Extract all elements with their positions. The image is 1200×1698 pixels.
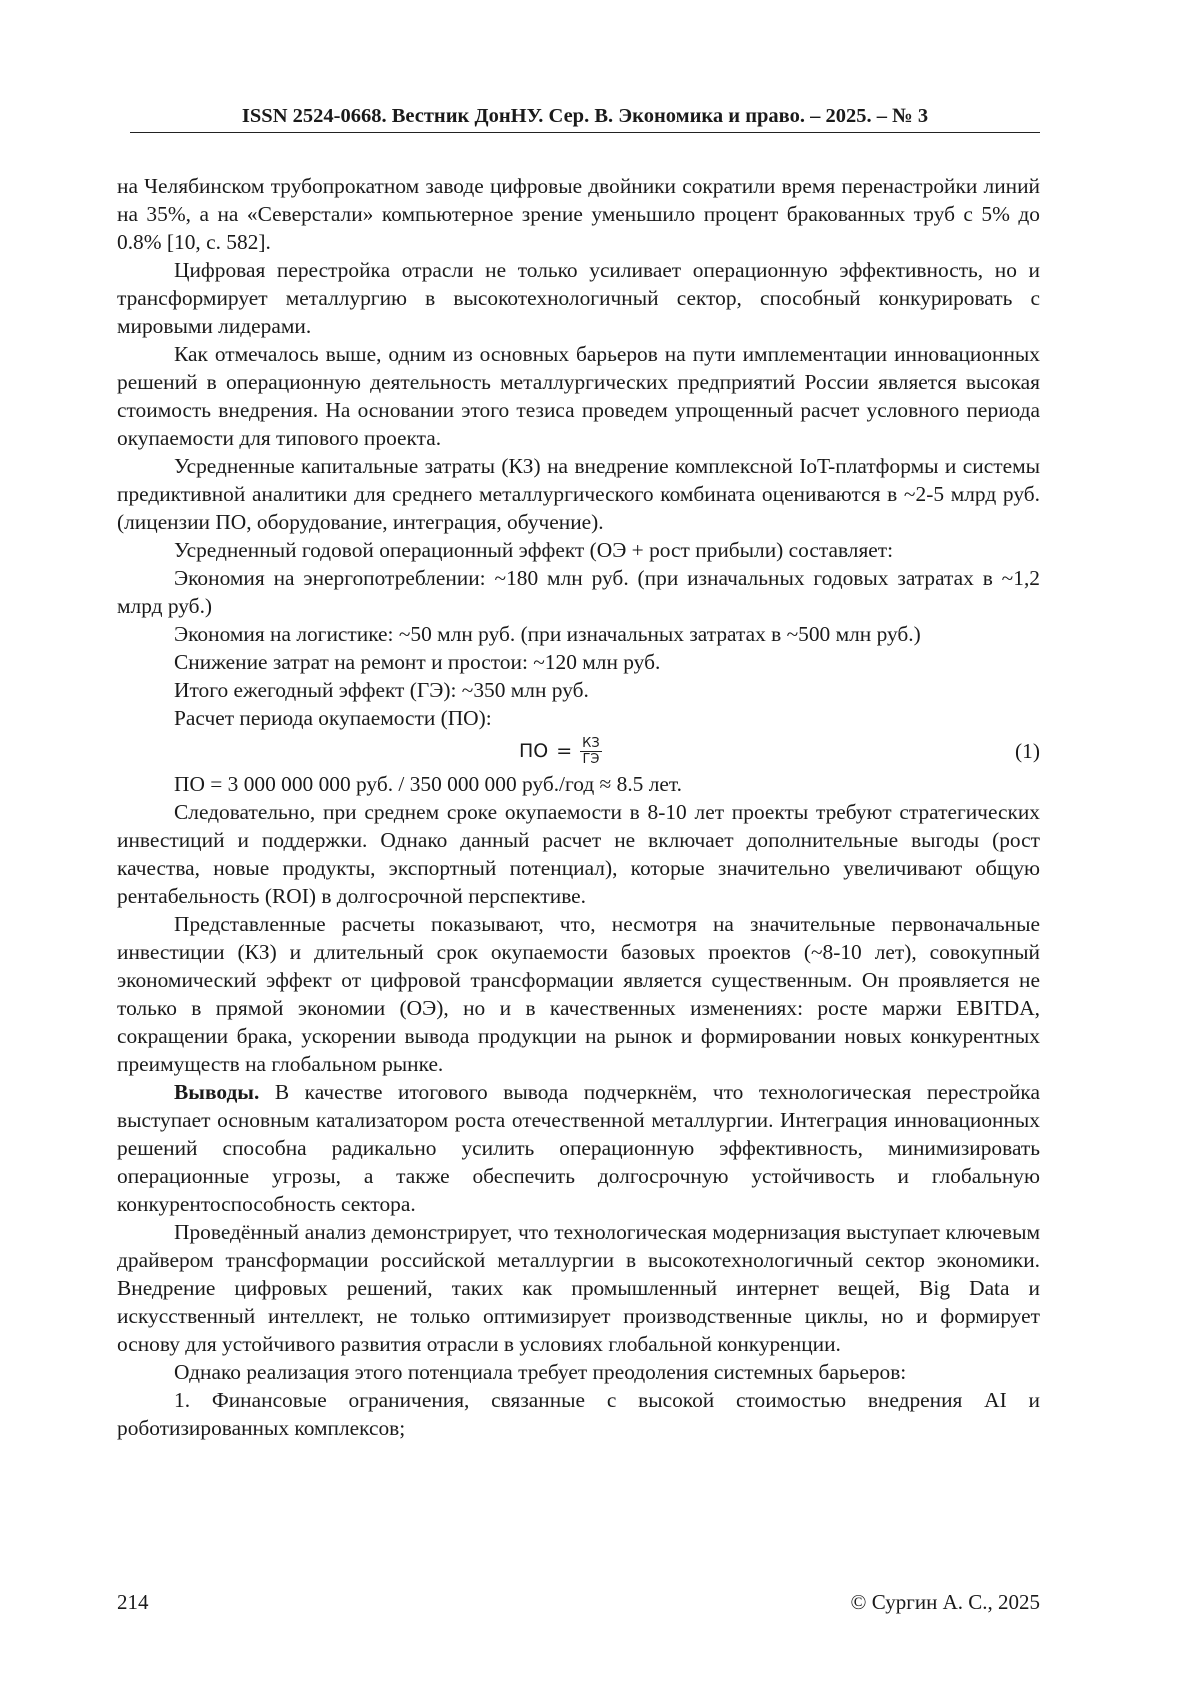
- paragraph: Цифровая перестройка отрасли не только усиливает операционную эффективность, но и трансформирует металлургию в высокотехнологичный сектор, способный конкурировать с мировыми лидерами.: [117, 258, 1040, 338]
- formula-lhs: ПО: [519, 740, 549, 762]
- paragraph: Усредненные капитальные затраты (КЗ) на внедрение комплексной IoT-платформы и системы предиктивной аналитики для среднего металлургического комбината оцениваются в ~2-5 млрд руб. (лицензии ПО, оборудование, интеграция, обучение).: [117, 454, 1040, 534]
- paragraph: Расчет периода окупаемости (ПО):: [174, 706, 492, 730]
- formula-equals: =: [556, 740, 573, 762]
- paragraph: Представленные расчеты показывают, что, несмотря на значительные первоначальные инвестиции (КЗ) и длительный срок окупаемости базовых проектов (~8-10 лет), совокупный экономический эффект от цифровой трансформации является существенным. Он проявляется не только в прямой экономии (ОЭ), но и в качественных изменениях: росте маржи EBITDA, сокращении брака, ускорении вывода продукции на рынок и формировании новых конкурентных преимуществ на глобальном рынке.: [117, 912, 1040, 1076]
- formula-denominator: ГЭ: [582, 751, 600, 767]
- equation-number: (1): [1015, 739, 1040, 763]
- paragraph: ПО = 3 000 000 000 руб. / 350 000 000 руб./год ≈ 8.5 лет.: [174, 772, 682, 796]
- conclusions-label: Выводы.: [174, 1080, 260, 1104]
- paragraph: Снижение затрат на ремонт и простои: ~120 млн руб.: [174, 650, 661, 674]
- paragraph: Однако реализация этого потенциала требует преодоления системных барьеров:: [174, 1360, 907, 1384]
- paragraph: Как отмечалось выше, одним из основных барьеров на пути имплементации инновационных решений в операционную деятельность металлургических предприятий России является высокая стоимость внедрения. На основании этого тезиса проведем упрощенный расчет условного периода окупаемости для типового проекта.: [117, 342, 1040, 450]
- paragraph: Экономия на энергопотреблении: ~180 млн руб. (при изначальных годовых затратах в ~1,2 млрд руб.): [117, 566, 1040, 618]
- running-header: ISSN 2524-0668. Вестник ДонНУ. Сер. В. Экономика и право. – 2025. – № 3: [241, 105, 929, 127]
- header-divider: [130, 132, 1040, 133]
- paragraph: на Челябинском трубопрокатном заводе цифровые двойники сократили время перенастройки линий на 35%, а на «Северстали» компьютерное зрение уменьшило процент бракованных труб с 5% до 0.8% [10, с. 582].: [117, 174, 1040, 254]
- payback-formula: [519, 732, 602, 770]
- copyright: © Сургин А. С., 2025: [850, 1590, 1040, 1614]
- page-number: 214: [117, 1590, 149, 1614]
- formula-numerator: КЗ: [582, 735, 600, 751]
- paragraph: Усредненный годовой операционный эффект (ОЭ + рост прибыли) составляет:: [174, 538, 894, 562]
- conclusions-text: В качестве итогового вывода подчеркнём, что технологическая перестройка выступает основным катализатором роста отечественной металлургии. Интеграция инновационных решений способна радикально усилить операционную эффективность, минимизировать операционные угрозы, а также обеспечить долгосрочную устойчивость и глобальную конкурентоспособность сектора.: [117, 1080, 1040, 1216]
- paragraph: Итого ежегодный эффект (ГЭ): ~350 млн руб.: [174, 678, 589, 702]
- list-item: 1. Финансовые ограничения, связанные с высокой стоимостью внедрения AI и роботизированных комплексов;: [117, 1388, 1040, 1440]
- article-body: [117, 172, 1040, 1442]
- paragraph: Следовательно, при среднем сроке окупаемости в 8-10 лет проекты требуют стратегических инвестиций и поддержки. Однако данный расчет не включает дополнительные выгоды (рост качества, новые продукты, экспортный потенциал), которые значительно увеличивают общую рентабельность (ROI) в долгосрочной перспективе.: [117, 800, 1040, 908]
- formula-fraction: [580, 736, 602, 767]
- paragraph: Проведённый анализ демонстрирует, что технологическая модернизация выступает ключевым драйвером трансформации российской металлургии в высокотехнологичный сектор экономики. Внедрение цифровых решений, таких как промышленный интернет вещей, Big Data и искусственный интеллект, не только оптимизирует производственные циклы, но и формирует основу для устойчивого развития отрасли в условиях глобальной конкуренции.: [117, 1220, 1040, 1356]
- formula-block: [117, 732, 1040, 770]
- paragraph: Экономия на логистике: ~50 млн руб. (при изначальных затратах в ~500 млн руб.): [174, 622, 921, 646]
- conclusions-paragraph: [117, 1078, 1040, 1218]
